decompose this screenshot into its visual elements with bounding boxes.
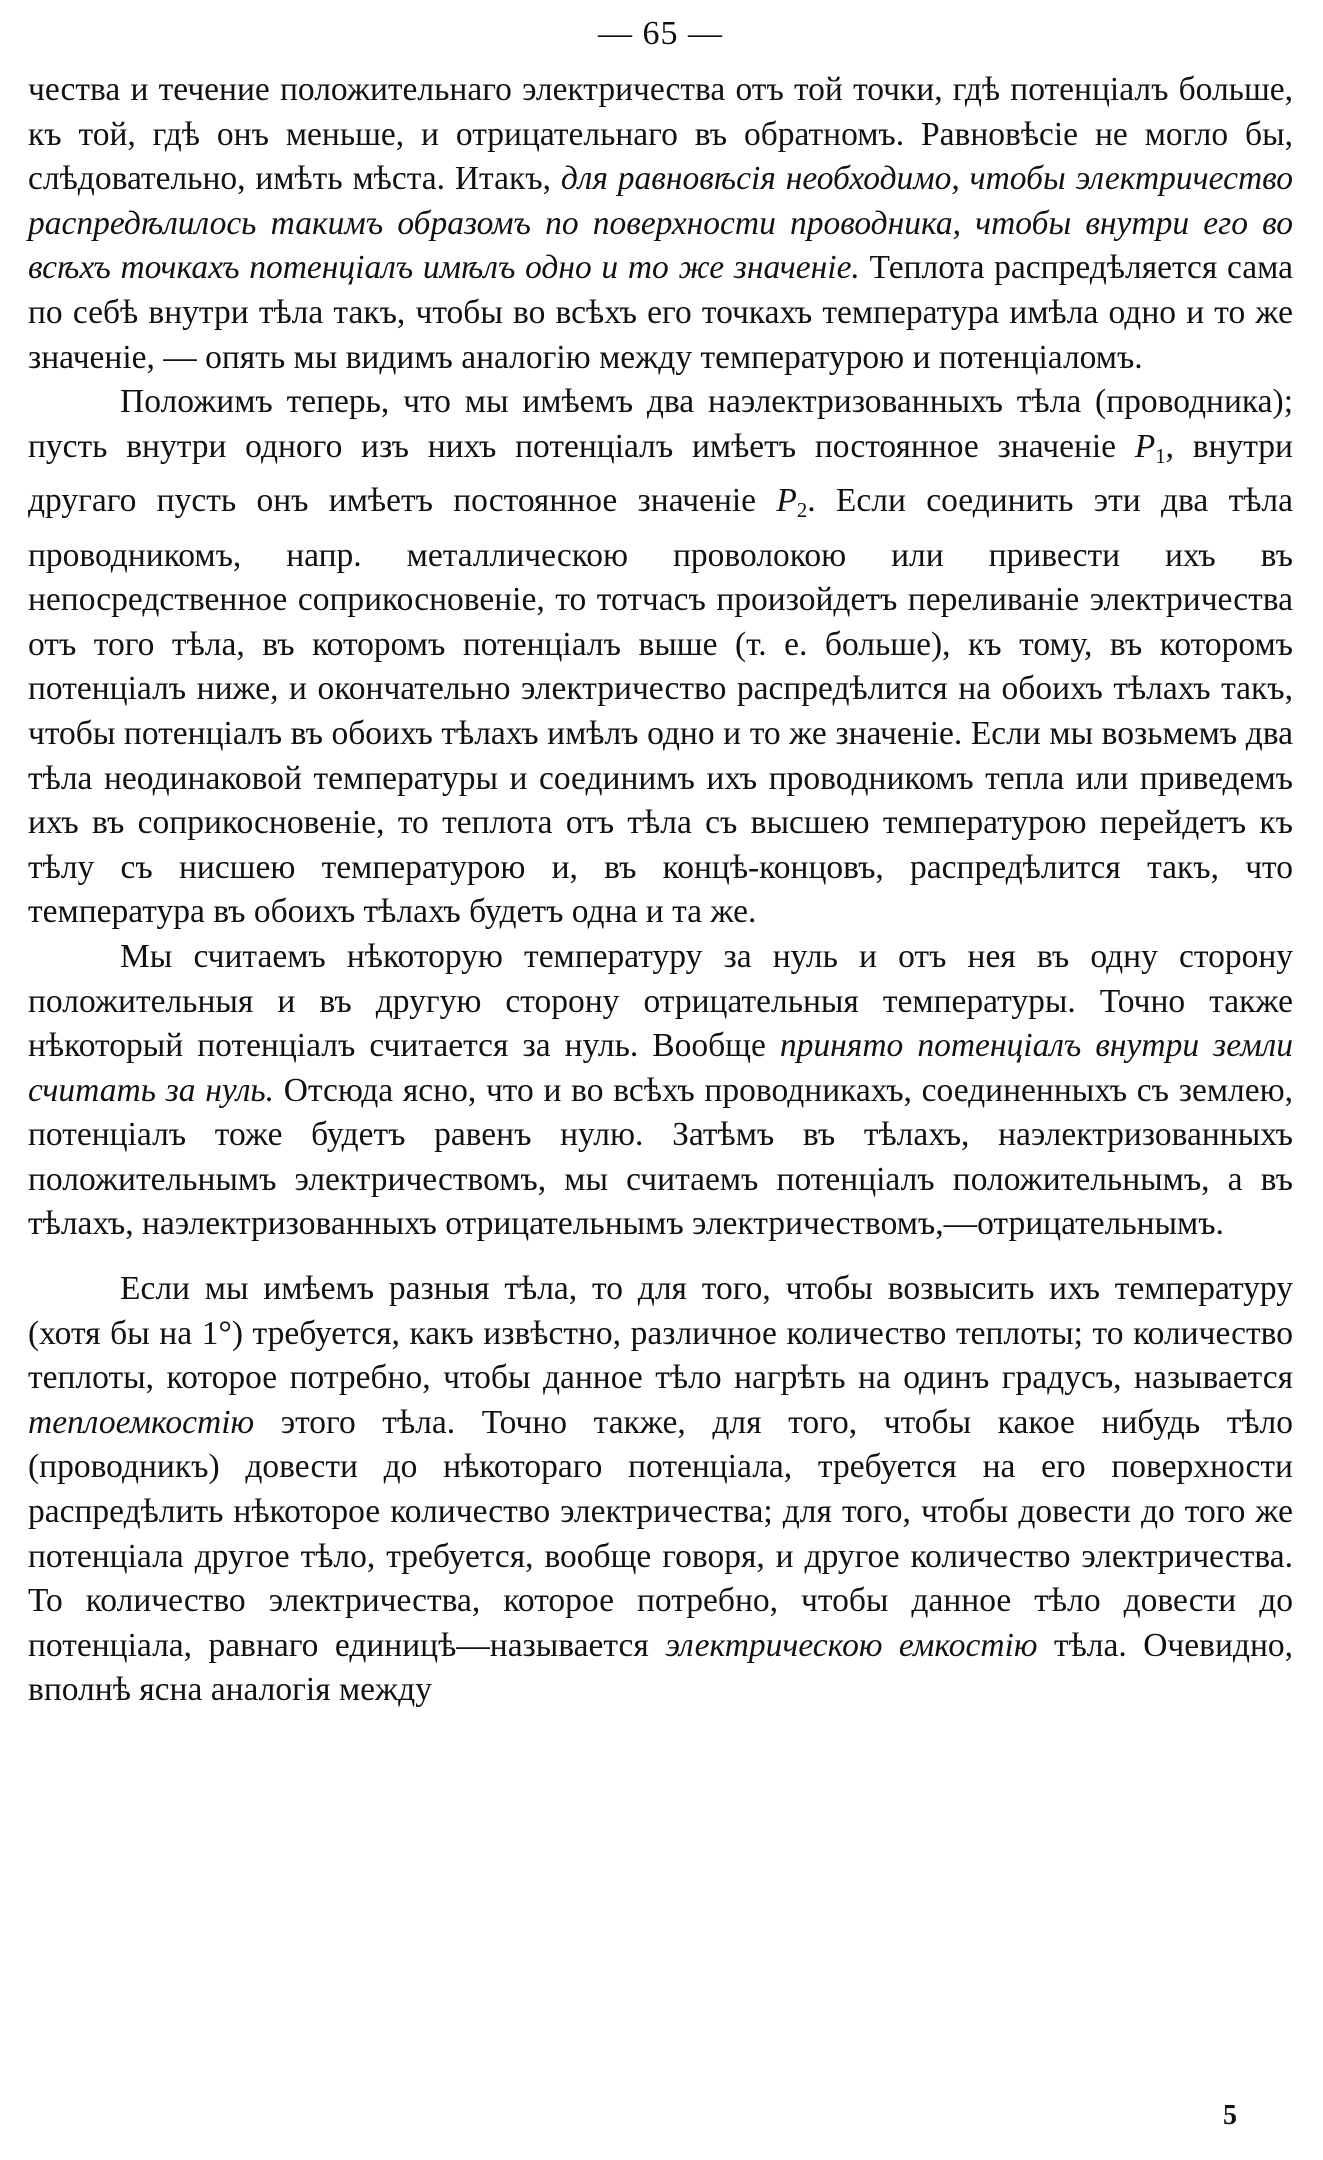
subscript-text: 1 (1155, 444, 1166, 468)
text-run: тѣла. Очевидно, вполнѣ ясна аналогія между (28, 1626, 1293, 1709)
paragraph-4 (28, 1267, 1293, 1713)
emphasized-text: теплоемкостію (28, 1403, 255, 1441)
subscript-text: 2 (796, 498, 808, 522)
emphasized-text: принято потенціалъ внутри земли считать за нуль. (28, 1027, 1293, 1109)
text-run: Мы считаемъ нѣкоторую температуру за нуль и отъ нея въ одну сторону положительныя и въ другую сторону отрицательныя температуры. Точно также нѣкоторый потенціалъ считается за нуль. Вообще (28, 937, 1293, 1065)
text-run: Положимъ теперь, что мы имѣемъ два наэлектризованныхъ тѣла (проводника); пусть внутри одного изъ нихъ потенціалъ имѣетъ постоянное значеніе (28, 383, 1293, 465)
text-run: Отсюда ясно, что и во всѣхъ проводникахъ, соединенныхъ съ землею, потенціалъ тоже будетъ равенъ нулю. Затѣмъ въ тѣлахъ, наэлектризованныхъ положительнымъ электричествомъ, мы считаемъ потенціалъ положительнымъ, а въ тѣлахъ, наэлектризованныхъ отрицательнымъ электричествомъ,—отрицательнымъ. (28, 1071, 1293, 1243)
signature-mark: 5 (1223, 2100, 1237, 2131)
emphasized-text: P (776, 482, 797, 520)
paragraph-2 (28, 380, 1293, 935)
emphasized-text: электрическою емкостію (665, 1626, 1038, 1664)
text-run: . Если соединить эти два тѣла проводникомъ, напр. металлическою проволокою или привести ихъ въ непосредственное соприкосновеніе, то тотчасъ произойдетъ переливаніе электричества отъ того тѣла, въ которомъ потенціалъ выше (т. е. больше), къ тому, въ которомъ потенціалъ ниже, и окончательно электричество распредѣлится на обоихъ тѣлахъ такъ, чтобы потенціалъ въ обоихъ тѣлахъ имѣлъ одно и то же значеніе. Если мы возьмемъ два тѣла неодинаковой температуры и соединимъ ихъ проводникомъ тепла или приведемъ ихъ въ соприкосновеніе, то теплота отъ тѣла съ высшею температурою перейдетъ къ тѣлу съ нисшею температурою и, въ концѣ-концовъ, распредѣлится такъ, что температура въ обоихъ тѣлахъ будетъ одна и та же. (28, 482, 1293, 931)
emphasized-text: для равновѣсія необходимо, чтобы электричество распредѣлилось такимъ образомъ по поверхности проводника, чтобы внутри его во всѣхъ точкахъ потенціалъ имѣлъ одно и то же значеніе. (28, 160, 1293, 287)
text-run: Если мы имѣемъ разныя тѣла, то для того, чтобы возвысить ихъ температуру (хотя бы на 1°) требуется, какъ извѣстно, различное количество теплоты; то количество теплоты, которое потребно, чтобы данное тѣло нагрѣть на одинъ градусъ, называется (28, 1270, 1293, 1397)
text-run: , внутри другаго пусть онъ имѣетъ постоянное значеніе (28, 427, 1293, 520)
page-number: — 65 — (598, 15, 723, 52)
paragraph-3 (28, 935, 1293, 1247)
paragraph-1 (28, 68, 1293, 380)
emphasized-text: P (1134, 427, 1156, 465)
text-run: этого тѣла. Точно также, для того, чтобы какое нибудь тѣло (проводникъ) довести до нѣкотораго потенціала, требуется на его поверхности распредѣлить нѣкоторое количество электричества; для того, чтобы довести до того же потенціала другое тѣло, требуется, вообще говоря, и другое количество электричества. То количество электричества, которое потребно, чтобы данное тѣло довести до потенціала, равнаго единицѣ—называется (28, 1403, 1293, 1664)
text-run: чества и течение положительнаго электричества отъ той точки, гдѣ потенціалъ больше, къ той, гдѣ онъ меньше, и отрицательнаго въ обратномъ. Равновѣсіе не могло бы, слѣдовательно, имѣть мѣста. Итакъ, (28, 71, 1293, 198)
text-run: Теплота распредѣляется сама по себѣ внутри тѣла такъ, чтобы во всѣхъ его точкахъ температура имѣла одно и то же значеніе, — опять мы видимъ аналогію между температурою и потенціаломъ. (28, 249, 1293, 376)
